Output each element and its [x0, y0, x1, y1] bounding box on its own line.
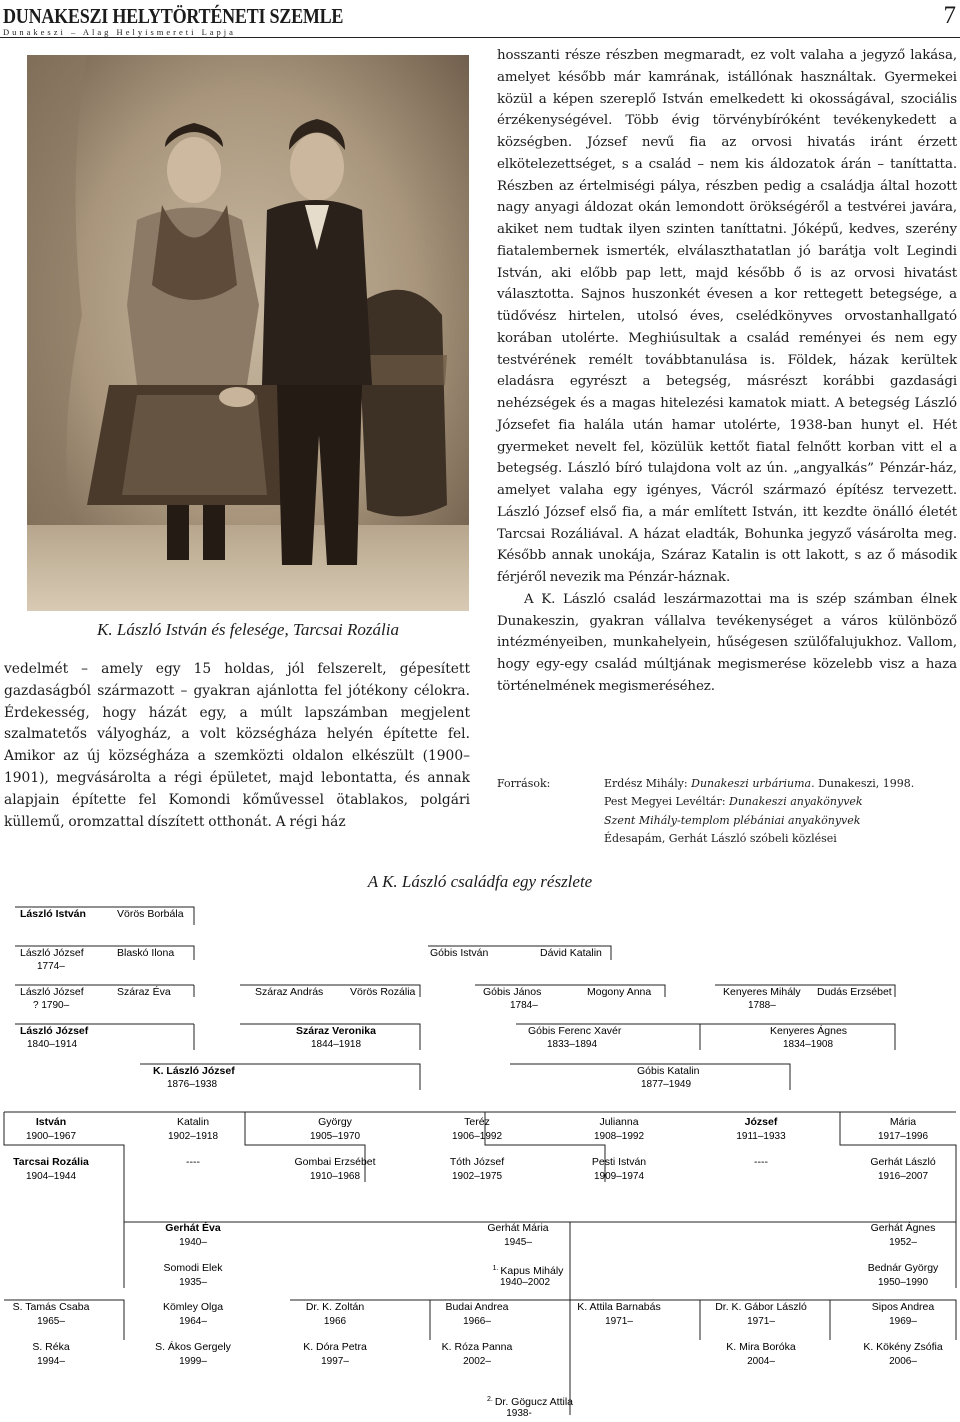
tree-years: 1876–1938: [167, 1079, 218, 1090]
tree-years: 1833–1894: [547, 1039, 598, 1050]
tree-years: 1994–: [37, 1356, 65, 1367]
tree-years: ? 1790–: [33, 1000, 70, 1011]
tree-years: 1910–1968: [309, 1171, 361, 1182]
tree-years: 1840–1914: [27, 1039, 78, 1050]
tree-person: László József: [20, 1025, 89, 1037]
tree-years: 1904–1944: [25, 1171, 77, 1182]
tree-years: 1964–: [179, 1316, 207, 1327]
tree-person: Góbis Ferenc Xavér: [528, 1025, 622, 1037]
tree-person: Dudás Erzsébet: [817, 986, 892, 998]
tree-years: 1905–1970: [309, 1131, 361, 1142]
tree-person: Gerhát Mária: [487, 1222, 549, 1234]
tree-person: Budai Andrea: [445, 1301, 509, 1313]
tree-years: 1965–: [37, 1316, 65, 1327]
tree-person: Száraz András: [255, 986, 324, 998]
tree-years: 1774–: [37, 961, 65, 972]
tree-years: 2002–: [463, 1356, 491, 1367]
source-item: Pest Megyei Levéltár: Dunakeszi anyakönyvek: [604, 795, 863, 809]
tree-years: 1940–2002: [499, 1277, 551, 1288]
tree-child: István: [35, 1116, 67, 1128]
tree-person: Vörös Borbála: [117, 908, 184, 920]
tree-years: 1938-: [506, 1408, 532, 1419]
tree-person: Dr. K. Gábor László: [715, 1301, 807, 1313]
tree-person: Vörös Rozália: [350, 986, 416, 998]
tree-years: 1966: [323, 1316, 347, 1327]
tree-spouse: $^{2.}$ Dr. Gögucz Attila: [486, 1396, 574, 1408]
tree-years: 1952–: [889, 1237, 917, 1248]
tree-person: Gerhát Éva: [165, 1222, 221, 1234]
tree-person: K. Róza Panna: [441, 1341, 513, 1353]
tree-years: 1971–: [605, 1316, 633, 1327]
tree-person: Dr. K. Zoltán: [305, 1301, 365, 1313]
tree-years: 1909–1974: [593, 1171, 645, 1182]
tree-person: Kenyeres Mihály: [723, 986, 801, 998]
sources-label: Források:: [497, 777, 551, 790]
tree-person: K. Attila Barnabás: [577, 1301, 661, 1313]
tree-years: 1935–: [179, 1277, 207, 1288]
tree-person: K. Dóra Petra: [303, 1341, 367, 1353]
tree-person: László József: [20, 947, 84, 959]
tree-spouse: ----: [186, 1156, 200, 1168]
tree-child: György: [318, 1116, 352, 1128]
source-item: Édesapám, Gerhát László szóbeli közlései: [604, 831, 837, 845]
tree-years: 1969–: [889, 1316, 917, 1327]
journal-title: DUNAKESZI HELYTÖRTÉNETI SZEMLE: [3, 4, 344, 28]
tree-years: 1844–1918: [311, 1039, 362, 1050]
tree-child: Teréz: [464, 1116, 490, 1128]
source-item: Szent Mihály-templom plébániai anyakönyvek: [604, 813, 861, 827]
tree-child: Katalin: [176, 1116, 210, 1128]
tree-years: 1945–: [504, 1237, 532, 1248]
tree-person: S. Réka: [32, 1341, 70, 1353]
tree-years: 1906–1992: [451, 1131, 503, 1142]
tree-spouse: Somodi Elek: [163, 1262, 223, 1274]
tree-years: 1966–: [463, 1316, 491, 1327]
tree-years: 1997–: [321, 1356, 349, 1367]
tree-spouse: Gerhát László: [870, 1156, 936, 1168]
tree-years: 1950–1990: [877, 1277, 929, 1288]
tree-years: 2006–: [889, 1356, 917, 1367]
tree-spouse: $^{1.}$ Kapus Mihály: [492, 1265, 564, 1277]
tree-spouse: Tarcsai Rozália: [13, 1156, 89, 1168]
tree-person: Gerhát Ágnes: [870, 1222, 936, 1234]
tree-person: S. Ákos Gergely: [155, 1341, 231, 1353]
tree-person: K. Kökény Zsófia: [863, 1341, 943, 1353]
tree-person: Sipos Andrea: [871, 1301, 935, 1313]
tree-person: Góbis Katalin: [637, 1065, 700, 1077]
tree-person: Száraz Éva: [117, 986, 171, 998]
tree-years: 1788–: [748, 1000, 776, 1011]
tree-years: 1902–1975: [451, 1171, 503, 1182]
tree-person: Száraz Veronika: [296, 1025, 376, 1037]
tree-years: 1971–: [747, 1316, 775, 1327]
tree-person: Kömley Olga: [162, 1301, 224, 1313]
tree-years: 1784–: [510, 1000, 538, 1011]
tree-person: László István: [20, 908, 86, 920]
tree-spouse: ----: [754, 1156, 768, 1168]
tree-person: K. László József: [153, 1065, 235, 1077]
source-item: Erdész Mihály: Dunakeszi urbáriuma. Dunakeszi, 1998.: [604, 777, 915, 790]
tree-years: 1902–1918: [167, 1131, 219, 1142]
tree-child: József: [744, 1116, 778, 1128]
tree-person: Blaskó Ilona: [117, 947, 175, 959]
tree-person: S. Tamás Csaba: [12, 1301, 90, 1313]
tree-spouse: Bednár György: [867, 1262, 939, 1274]
tree-spouse: Pesti István: [591, 1156, 647, 1168]
tree-years: 1900–1967: [25, 1131, 77, 1142]
tree-spouse: Tóth József: [449, 1156, 505, 1168]
tree-years: 1940–: [179, 1237, 207, 1248]
tree-years: 1916–2007: [877, 1171, 929, 1182]
tree-years: 1834–1908: [783, 1039, 834, 1050]
tree-person: Kenyeres Ágnes: [770, 1025, 848, 1037]
tree-person: K. Mira Boróka: [726, 1341, 796, 1353]
tree-person: László József: [20, 986, 84, 998]
family-tree-title: A K. László családfa egy részlete: [367, 872, 593, 891]
tree-years: 1917–1996: [877, 1131, 929, 1142]
tree-years: 2004–: [747, 1356, 775, 1367]
photo-caption: K. László István és felesége, Tarcsai Rozália: [97, 620, 399, 639]
tree-person: Góbis János: [483, 986, 542, 998]
tree-spouse: Gombai Erzsébet: [294, 1156, 376, 1168]
tree-years: 1877–1949: [641, 1079, 692, 1090]
tree-person: Mogony Anna: [587, 986, 652, 998]
right-paragraph-2: A K. László család leszármazottai ma is szép számban élnek Dunakeszin, gyakran vállalva tevékenységet a város különböző intézményeiben, munkahelyein, hűségesen szülőfalujukhoz. Vallom, hogy egy-egy család múltjának megismerése közelebb visz a haza történelmének megismeréséhez.: [497, 591, 957, 694]
tree-child: Julianna: [599, 1116, 639, 1128]
journal-subtitle: Dunakeszi – Alag Helyismereti Lapja: [3, 27, 236, 37]
left-paragraph: vedelmét – amely egy 15 holdas, jól felszerelt, gépesített gazdaságból származott – gyakran ajánlotta fel jótékony célokra. Érdekesség, hogy házát egy, a múlt lapszámban megjelent szalmatetős vályogház, a volt községháza helyén építette fel. Amikor az új községháza a szemközti oldalon elkészült (1900–1901), megvásárolta a régi épületet, majd lebontatta, és annak alapjain építette fel Komondi kőművessel ötablakos, polgári küllemű, oromzattal díszített otthonát. A régi ház: [4, 661, 470, 830]
tree-child: Mária: [889, 1116, 917, 1128]
tree-years: 1999–: [179, 1356, 207, 1367]
right-paragraph-1: hosszanti része részben megmaradt, ez volt valaha a jegyző lakása, amelyet később már kamrának, istállónak használtak. Gyermekei közül a képen szereplő István emelkedett ki okosságával, szociális érzékenységével. Több évig törvénybíróként tevékenykedett a községben. József nevű fia az orvosi hivatás iránt érzett elkötelezettséget, s a család – nem kis áldozatok árán – taníttatta. Részben az értelmiségi pálya, részben pedig a családja által hozott nagy anyagi áldozat okán lemondott örökségéről a testvérei javára, akiket nem tudtak ilyen szinten taníttatni. Jóképű, kedves, szerény fiatalembernek ismerték, elválaszthatatlan jó barátja volt Legindi István, aki előbb pap lett, majd később ő is az orvosi hivatást választotta. Sajnos huszonkét évesen a kor rettegett betegsége, a tüdővész hirtelen, utolsó éves, cselédkönyves orvostanhallgató korában utolérte. Meghiúsultak a család reményei és nem egy testvérének remélt továbbtanulása is. Földek, házak kerültek eladásra egyrészt a betegség, másrészt korábbi gazdasági nehézségek és a magas hitelezési kamatok miatt. A betegség László Józsefet fia halála után hamar utolérte, 1938-ban hunyt el. Hét gyermeket nevelt fel, közülük kettőt fiatal felnőtt korban vitt el a betegség. László bíró tulajdona volt az ún. „angyalkás” Pénzár-ház, amelyet valaha egy igényes, Vácról származó építész tervezett. László József első fia, a már említett István, itt kezdte önálló életét Tarcsai Rozáliával. A házat eladták, Bohunka jegyző vásárolta meg. Később annak unokája, Száraz Katalin is ott lakott, s az ő második férjéről nevezik ma Pénzár-háznak.: [497, 48, 957, 585]
tree-person: Dávid Katalin: [540, 947, 602, 959]
tree-years: 1908–1992: [593, 1131, 645, 1142]
page-number: 7: [943, 2, 956, 29]
tree-years: 1911–1933: [736, 1131, 786, 1142]
tree-person: Góbis István: [430, 947, 489, 959]
